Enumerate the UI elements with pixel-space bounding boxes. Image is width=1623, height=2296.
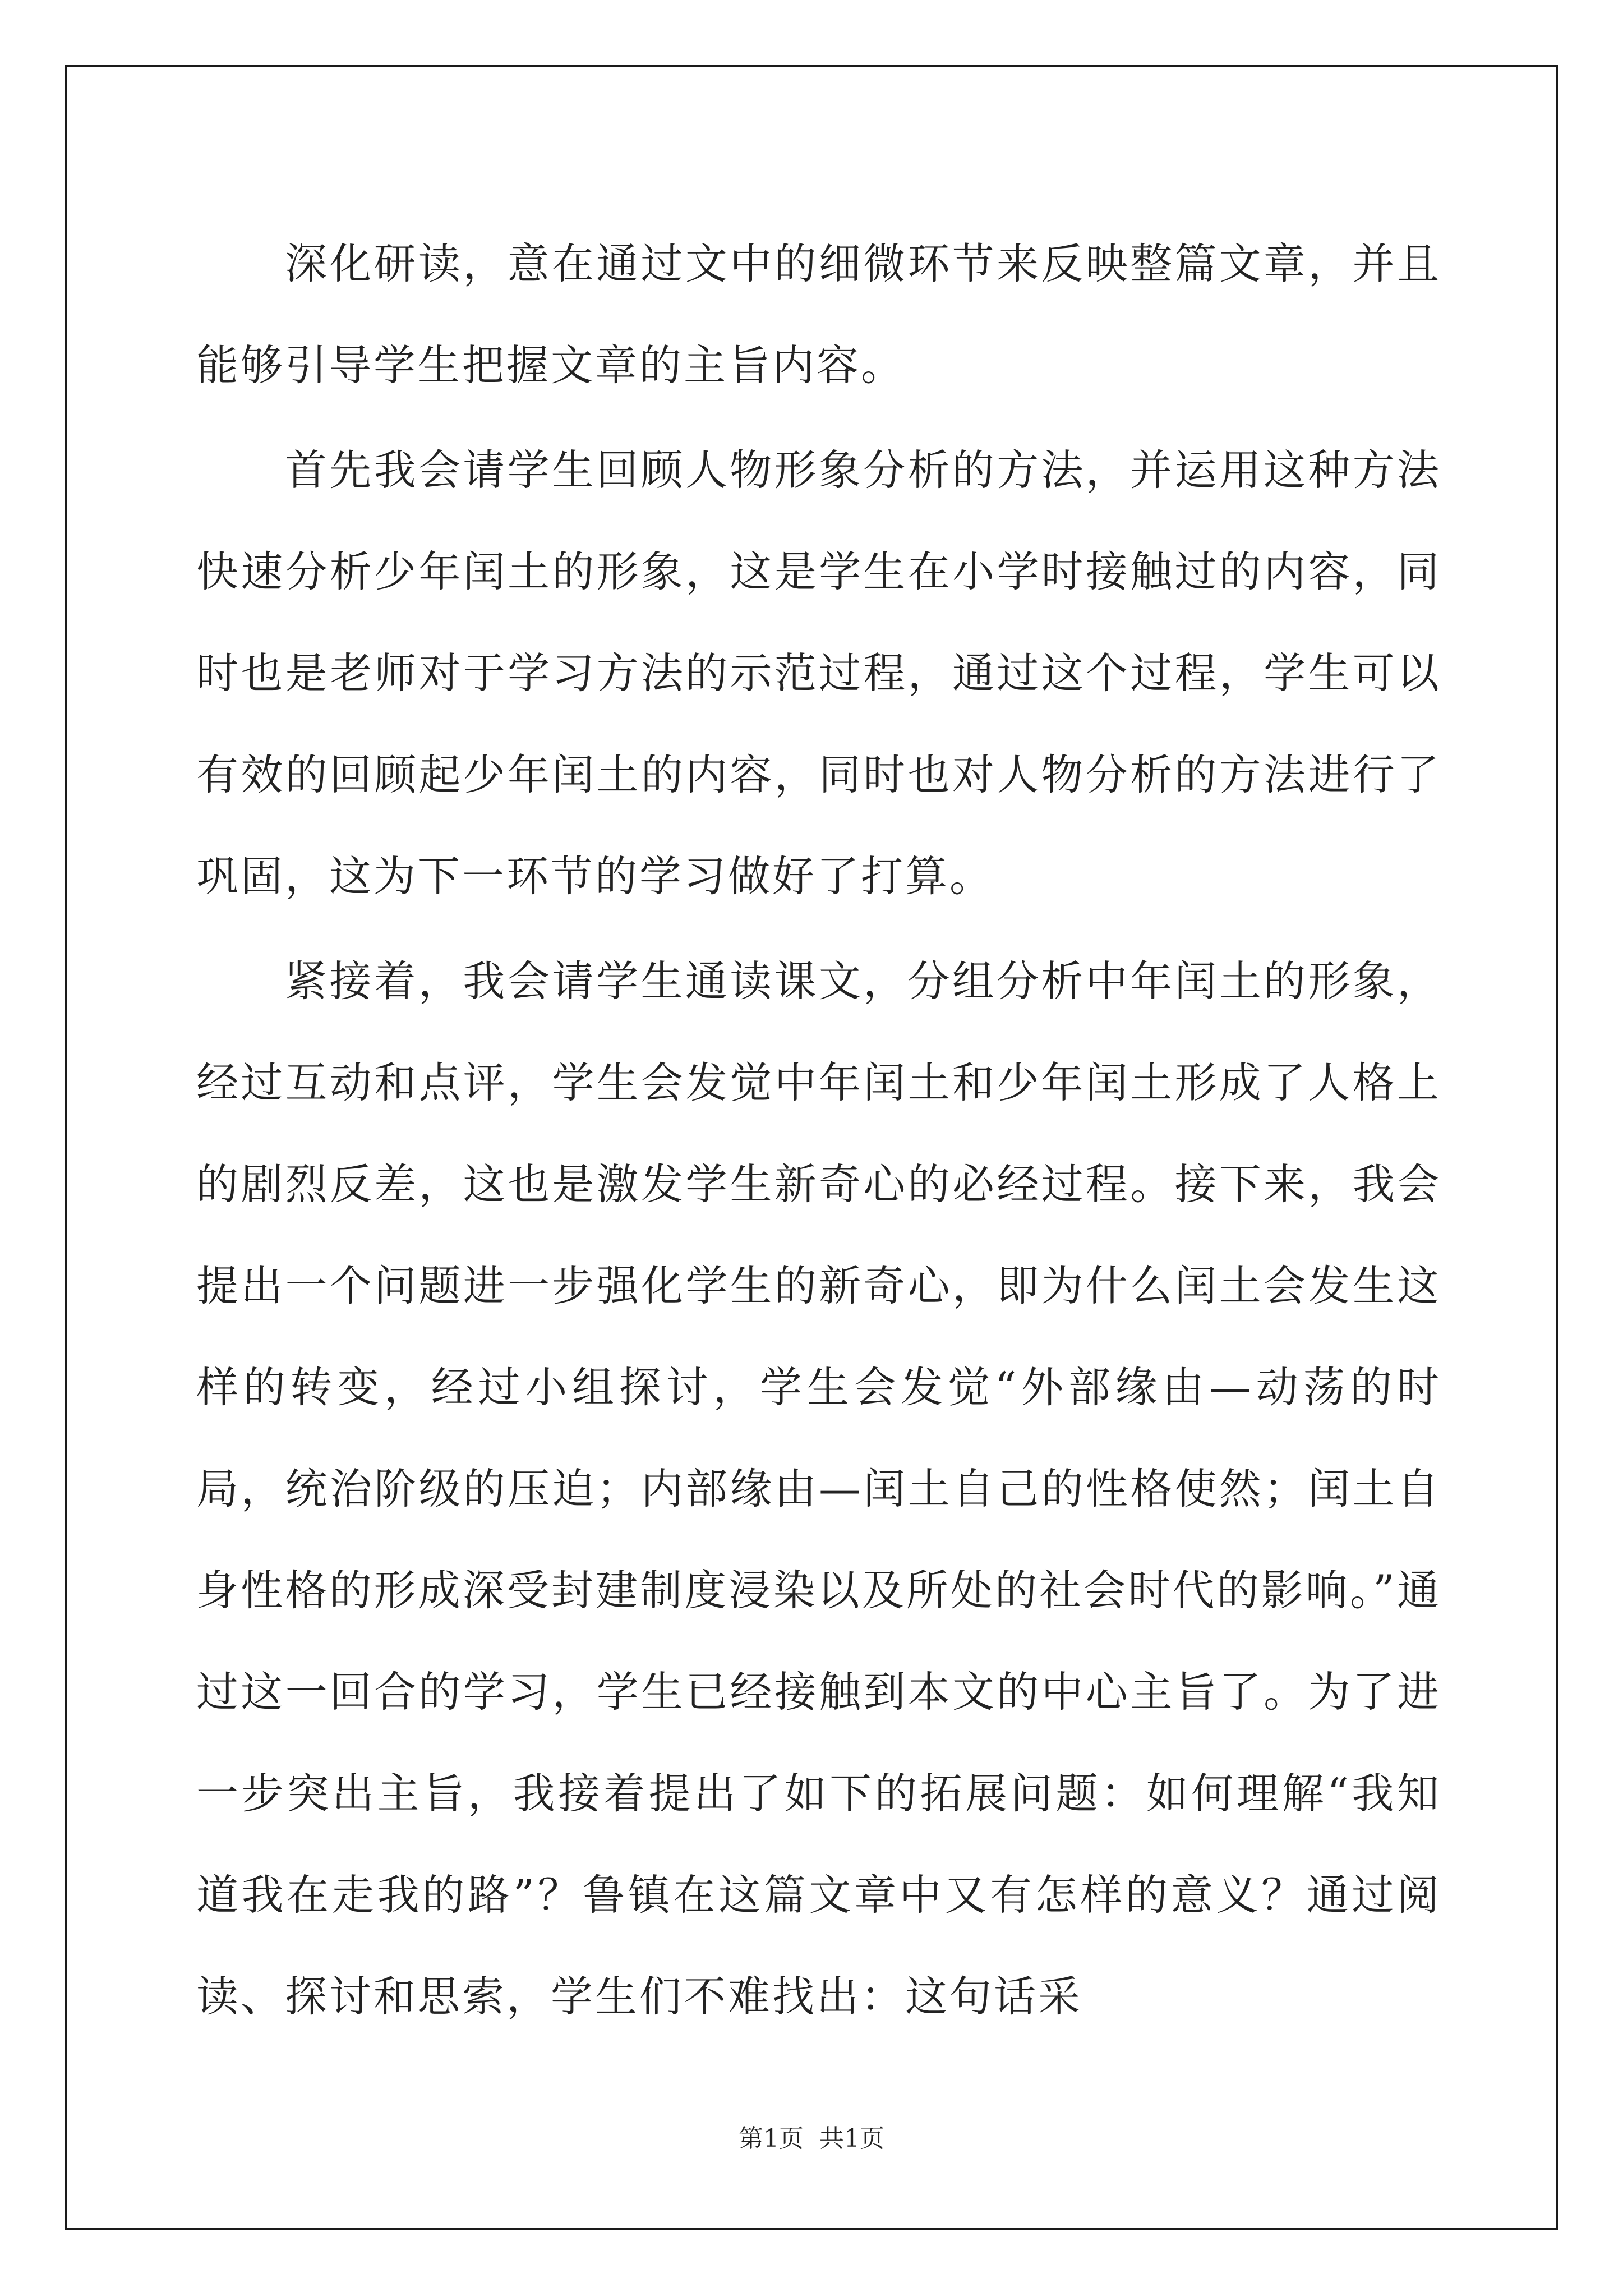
page-footer [0, 2118, 1623, 2154]
current-page-label: 第1页 [739, 2124, 804, 2153]
document-body [196, 213, 1441, 2051]
paragraph-2: 首先我会请学生回顾人物形象分析的方法，并运用这种方法快速分析少年闰土的形象，这是学生在小学时接触过的内容，同时也是老师对于学习方法的示范过程，通过这个过程，学生可以有效的回顾起少年闰土的内容，同时也对人物分析的方法进行了巩固，这为下一环节的学习做好了打算。 [196, 445, 1441, 901]
total-pages-label: 共1页 [819, 2124, 884, 2153]
paragraph-1: 深化研读，意在通过文中的细微环节来反映整篇文章，并且能够引导学生把握文章的主旨内容。 [196, 239, 1441, 390]
paragraph-3: 紧接着，我会请学生通读课文，分组分析中年闰土的形象，经过互动和点评，学生会发觉中年闰土和少年闰土形成了人格上的剧烈反差，这也是激发学生新奇心的必经过程。接下来，我会提出一个问题进一步强化学生的新奇心，即为什么闰土会发生这样的转变，经过小组探讨，学生会发觉“外部缘由—动荡的时局，统治阶级的压迫；内部缘由—闰土自己的性格使然；闰土自身性格的形成深受封建制度浸染以及所处的社会时代的影响。”通过这一回合的学习，学生已经接触到本文的中心主旨了。为了进一步突出主旨，我接着提出了如下的拓展问题：如何理解“我知道我在走我的路”？鲁镇在这篇文章中又有怎样的意义？通过阅读、探讨和思索，学生们不难找出：这句话采 [196, 956, 1441, 2021]
